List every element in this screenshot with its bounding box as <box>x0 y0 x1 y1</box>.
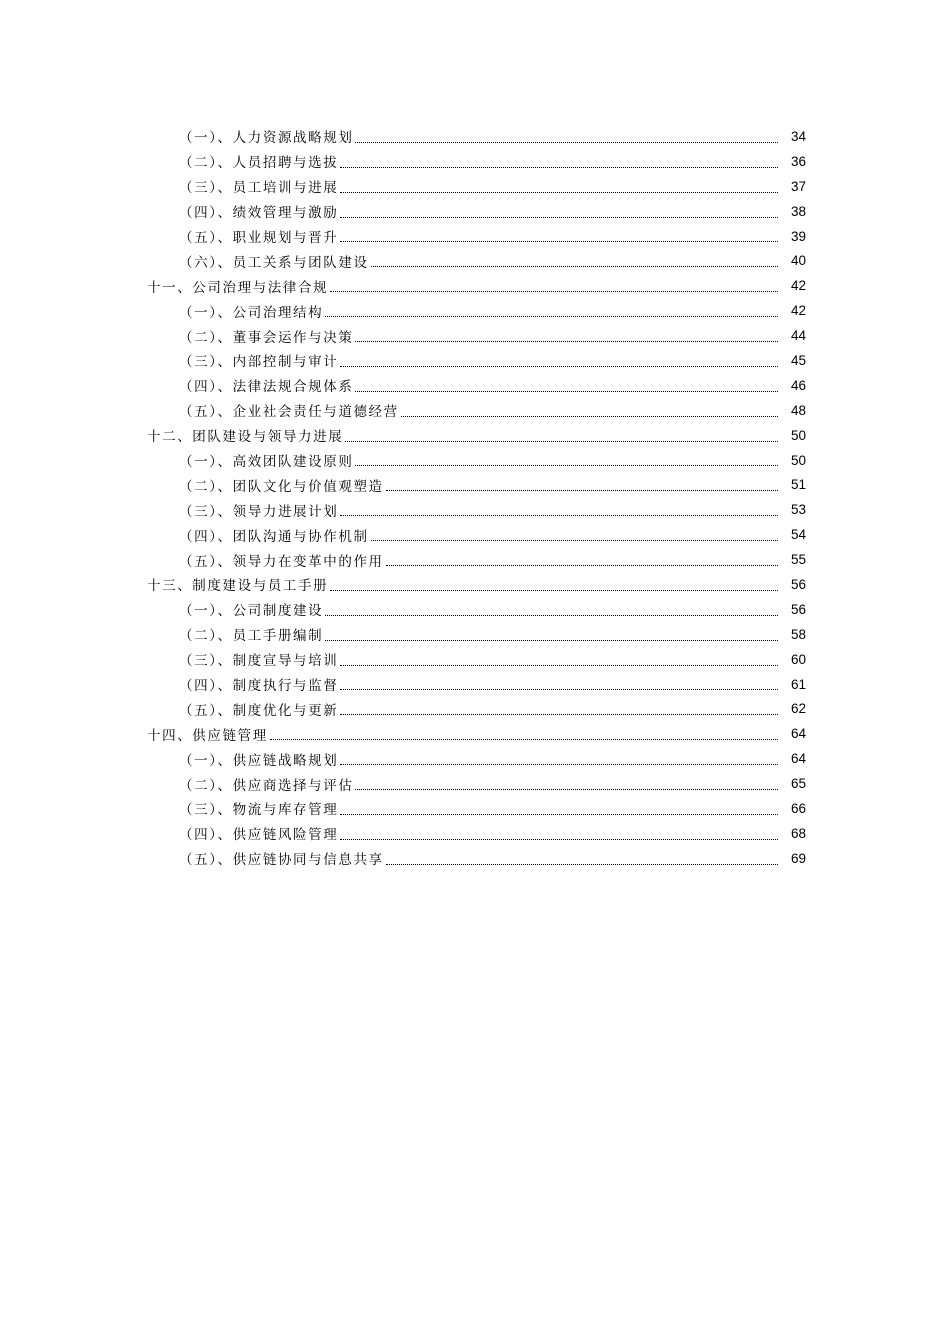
toc-entry-page-number: 51 <box>790 477 806 493</box>
toc-entry-page-number: 53 <box>790 502 806 518</box>
toc-entry-title: （五）、领导力在变革中的作用 <box>179 550 384 570</box>
toc-dot-leader <box>386 564 778 566</box>
toc-entry-page-number: 61 <box>790 676 806 692</box>
toc-section-entry[interactable] <box>0 124 950 149</box>
toc-entry-title: 十一、公司治理与法律合规 <box>147 276 328 296</box>
toc-entry-title: （四）、绩效管理与激励 <box>179 201 338 221</box>
toc-dot-leader <box>355 340 778 342</box>
toc-entry-page-number: 69 <box>790 850 806 866</box>
toc-entry-title: （三）、物流与库存管理 <box>179 798 338 818</box>
toc-entry-page-number: 50 <box>790 427 806 443</box>
toc-dot-leader <box>325 639 778 641</box>
toc-section-entry[interactable] <box>0 796 950 821</box>
toc-entry-page-number: 54 <box>790 527 806 543</box>
toc-section-entry[interactable] <box>0 323 950 348</box>
toc-entry-page-number: 64 <box>790 751 806 767</box>
toc-entry-title: （五）、供应链协同与信息共享 <box>179 848 384 868</box>
toc-section-entry[interactable] <box>0 149 950 174</box>
toc-entry-title: （二）、董事会运作与决策 <box>179 326 353 346</box>
toc-entry-page-number: 39 <box>790 228 806 244</box>
toc-chapter-entry[interactable] <box>0 572 950 597</box>
toc-entry-page-number: 68 <box>790 825 806 841</box>
toc-dot-leader <box>355 141 778 143</box>
toc-entry-page-number: 37 <box>790 178 806 194</box>
toc-section-entry[interactable] <box>0 224 950 249</box>
toc-dot-leader <box>340 688 778 690</box>
toc-section-entry[interactable] <box>0 746 950 771</box>
toc-entry-page-number: 42 <box>790 278 806 294</box>
toc-section-entry[interactable] <box>0 522 950 547</box>
toc-dot-leader <box>340 365 778 367</box>
toc-entry-page-number: 56 <box>790 576 806 592</box>
toc-dot-leader <box>340 514 778 516</box>
toc-entry-title: （三）、内部控制与审计 <box>179 350 338 370</box>
toc-dot-leader <box>340 240 778 242</box>
toc-entry-page-number: 46 <box>790 377 806 393</box>
toc-entry-page-number: 36 <box>790 153 806 169</box>
toc-dot-leader <box>386 489 778 491</box>
toc-entry-title: （二）、员工手册编制 <box>179 624 323 644</box>
toc-entry-page-number: 55 <box>790 552 806 568</box>
toc-dot-leader <box>386 863 778 865</box>
toc-dot-leader <box>340 166 778 168</box>
toc-dot-leader <box>325 614 778 616</box>
toc-section-entry[interactable] <box>0 672 950 697</box>
toc-entry-title: （三）、制度宣导与培训 <box>179 649 338 669</box>
toc-section-entry[interactable] <box>0 647 950 672</box>
toc-dot-leader <box>330 290 778 292</box>
toc-section-entry[interactable] <box>0 597 950 622</box>
toc-entry-title: （一）、公司治理结构 <box>179 301 323 321</box>
toc-entry-title: （二）、人员招聘与选拔 <box>179 151 338 171</box>
toc-entry-title: 十四、供应链管理 <box>147 724 268 744</box>
toc-dot-leader <box>340 216 778 218</box>
toc-chapter-entry[interactable] <box>0 273 950 298</box>
toc-entry-title: （三）、领导力进展计划 <box>179 500 338 520</box>
toc-dot-leader <box>340 664 778 666</box>
toc-dot-leader <box>340 713 778 715</box>
toc-section-entry[interactable] <box>0 398 950 423</box>
toc-entry-page-number: 45 <box>790 352 806 368</box>
toc-entry-page-number: 58 <box>790 626 806 642</box>
toc-section-entry[interactable] <box>0 373 950 398</box>
toc-entry-title: （二）、团队文化与价值观塑造 <box>179 475 384 495</box>
toc-dot-leader <box>340 838 778 840</box>
toc-entry-title: （一）、供应链战略规划 <box>179 749 338 769</box>
toc-entry-title: （一）、公司制度建设 <box>179 599 323 619</box>
toc-section-entry[interactable] <box>0 547 950 572</box>
toc-entry-title: （五）、职业规划与晋升 <box>179 226 338 246</box>
toc-section-entry[interactable] <box>0 448 950 473</box>
toc-dot-leader <box>340 763 778 765</box>
toc-entry-page-number: 50 <box>790 452 806 468</box>
toc-dot-leader <box>345 440 778 442</box>
toc-entry-title: （四）、法律法规合规体系 <box>179 375 353 395</box>
toc-section-entry[interactable] <box>0 348 950 373</box>
toc-dot-leader <box>401 415 778 417</box>
toc-entry-page-number: 44 <box>790 328 806 344</box>
toc-section-entry[interactable] <box>0 696 950 721</box>
toc-entry-title: （一）、高效团队建设原则 <box>179 450 353 470</box>
toc-dot-leader <box>371 539 778 541</box>
toc-entry-title: （三）、员工培训与进展 <box>179 176 338 196</box>
toc-dot-leader <box>340 813 778 815</box>
toc-section-entry[interactable] <box>0 846 950 871</box>
toc-section-entry[interactable] <box>0 497 950 522</box>
toc-section-entry[interactable] <box>0 248 950 273</box>
toc-section-entry[interactable] <box>0 622 950 647</box>
toc-dot-leader <box>355 390 778 392</box>
toc-section-entry[interactable] <box>0 771 950 796</box>
toc-entry-page-number: 40 <box>790 253 806 269</box>
toc-dot-leader <box>325 315 778 317</box>
toc-dot-leader <box>330 589 778 591</box>
toc-entry-title: （五）、企业社会责任与道德经营 <box>179 400 399 420</box>
toc-entry-page-number: 60 <box>790 651 806 667</box>
toc-section-entry[interactable] <box>0 472 950 497</box>
toc-entry-page-number: 34 <box>790 128 806 144</box>
toc-entry-title: （一）、人力资源战略规划 <box>179 126 353 146</box>
toc-entry-title: 十二、团队建设与领导力进展 <box>147 425 343 445</box>
toc-entry-page-number: 38 <box>790 203 806 219</box>
toc-entry-page-number: 66 <box>790 800 806 816</box>
toc-dot-leader <box>340 191 778 193</box>
toc-section-entry[interactable] <box>0 298 950 323</box>
toc-section-entry[interactable] <box>0 821 950 846</box>
toc-entry-page-number: 42 <box>790 303 806 319</box>
toc-section-entry[interactable] <box>0 174 950 199</box>
toc-entry-title: 十三、制度建设与员工手册 <box>147 574 328 594</box>
toc-entry-page-number: 62 <box>790 701 806 717</box>
toc-chapter-entry[interactable] <box>0 721 950 746</box>
toc-dot-leader <box>355 788 778 790</box>
toc-entry-title: （四）、供应链风险管理 <box>179 823 338 843</box>
toc-section-entry[interactable] <box>0 199 950 224</box>
toc-entry-title: （五）、制度优化与更新 <box>179 699 338 719</box>
toc-entry-page-number: 56 <box>790 601 806 617</box>
toc-entry-page-number: 48 <box>790 402 806 418</box>
toc-chapter-entry[interactable] <box>0 423 950 448</box>
toc-entry-title: （二）、供应商选择与评估 <box>179 774 353 794</box>
toc-entry-title: （六）、员工关系与团队建设 <box>179 251 369 271</box>
toc-dot-leader <box>371 265 778 267</box>
toc-entry-page-number: 65 <box>790 776 806 792</box>
toc-entry-title: （四）、制度执行与监督 <box>179 674 338 694</box>
toc-entry-page-number: 64 <box>790 726 806 742</box>
toc-entry-title: （四）、团队沟通与协作机制 <box>179 525 369 545</box>
toc-dot-leader <box>355 464 778 466</box>
table-of-contents <box>0 124 950 871</box>
toc-dot-leader <box>270 738 778 740</box>
